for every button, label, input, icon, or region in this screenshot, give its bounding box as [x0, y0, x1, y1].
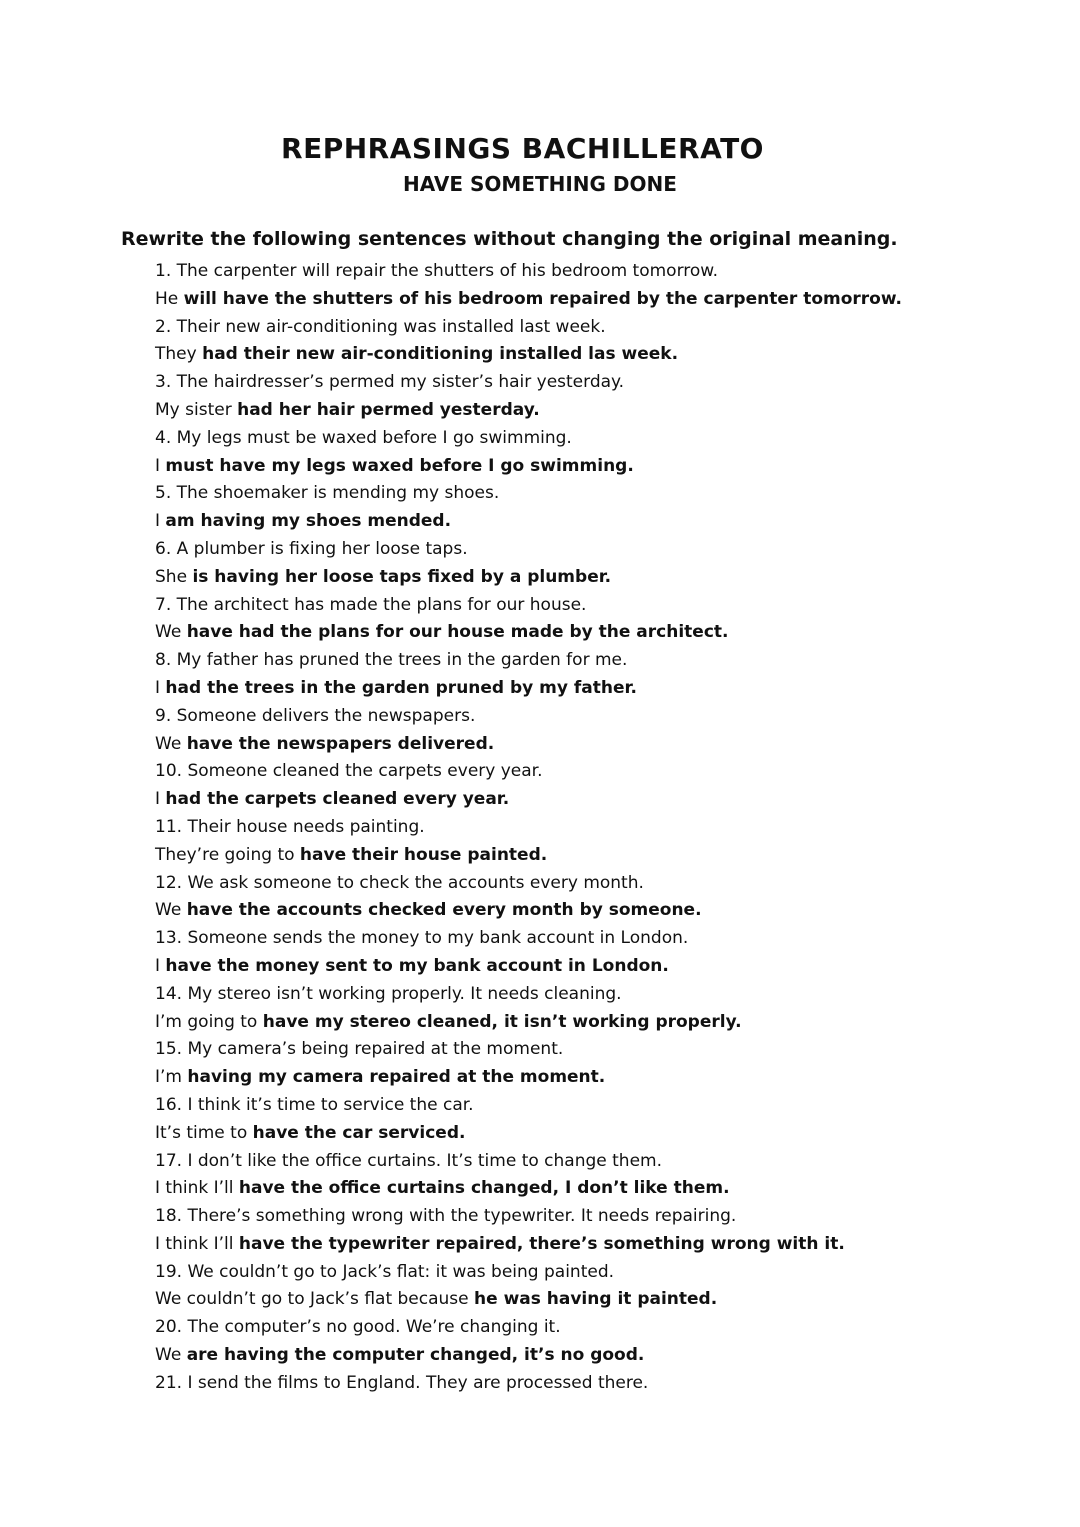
exercise-question: 2. Their new air-conditioning was installed last week.	[155, 316, 606, 337]
page-title: REPHRASINGS BACHILLERATO	[281, 132, 764, 165]
answer-lead-text: We	[155, 1345, 187, 1366]
exercise-list	[155, 258, 902, 1398]
exercise-answer	[155, 1286, 902, 1314]
answer-rephrased-text: had the carpets cleaned every year.	[165, 789, 510, 810]
exercise-item	[155, 1148, 902, 1204]
exercise-question: 12. We ask someone to check the accounts every month.	[155, 872, 644, 893]
exercise-answer	[155, 1175, 902, 1203]
answer-rephrased-text: have my stereo cleaned, it isn’t working properly.	[262, 1011, 742, 1032]
answer-rephrased-text: have the newspapers delivered.	[186, 733, 495, 754]
answer-rephrased-text: had the trees in the garden pruned by my father.	[165, 677, 637, 698]
answer-lead-text: She	[155, 566, 193, 587]
answer-lead-text: We	[155, 622, 187, 643]
exercise-item	[155, 258, 902, 314]
exercise-item	[155, 925, 902, 981]
answer-lead-text: It’s time to	[155, 1122, 253, 1143]
answer-rephrased-text: having my camera repaired at the moment.	[187, 1067, 606, 1088]
answer-lead-text: I think I’ll	[155, 1178, 239, 1199]
answer-rephrased-text: have the accounts checked every month by someone.	[186, 900, 702, 921]
exercise-question: 15. My camera’s being repaired at the moment.	[155, 1039, 564, 1060]
answer-rephrased-text: he was having it painted.	[474, 1289, 718, 1310]
answer-rephrased-text: is having her loose taps fixed by a plumber.	[192, 566, 612, 587]
answer-rephrased-text: have the office curtains changed, I don’t like them.	[238, 1178, 730, 1199]
exercise-question: 7. The architect has made the plans for our house.	[155, 594, 587, 615]
exercise-item	[155, 758, 902, 814]
exercise-question: 6. A plumber is fixing her loose taps.	[155, 538, 468, 559]
answer-rephrased-text: will have the shutters of his bedroom repaired by the carpenter tomorrow.	[183, 288, 902, 309]
exercise-question: 1. The carpenter will repair the shutters of his bedroom tomorrow.	[155, 261, 719, 281]
answer-lead-text: We	[155, 900, 187, 921]
answer-lead-text: I	[155, 789, 166, 810]
exercise-item	[155, 703, 902, 759]
exercise-answer	[155, 286, 902, 314]
exercise-question: 21. I send the films to England. They are processed there.	[155, 1372, 649, 1393]
exercise-item	[155, 480, 902, 536]
exercise-answer	[155, 508, 902, 536]
instruction-text: Rewrite the following sentences without changing the original meaning.	[121, 228, 898, 250]
answer-lead-text: I’m going to	[155, 1011, 263, 1032]
exercise-question: 5. The shoemaker is mending my shoes.	[155, 483, 500, 504]
exercise-item	[155, 1203, 902, 1259]
answer-rephrased-text: had their new air-conditioning installed las week.	[202, 344, 679, 365]
answer-rephrased-text: must have my legs waxed before I go swimming.	[165, 455, 634, 476]
exercise-question: 3. The hairdresser’s permed my sister’s hair yesterday.	[155, 372, 625, 393]
exercise-answer	[155, 1231, 902, 1259]
exercise-question: 11. Their house needs painting.	[155, 816, 425, 837]
exercise-question: 9. Someone delivers the newspapers.	[155, 705, 476, 726]
exercise-item	[155, 1036, 902, 1092]
exercise-answer	[155, 731, 902, 759]
exercise-answer	[155, 1009, 902, 1037]
answer-rephrased-text: have the car serviced.	[252, 1122, 466, 1143]
exercise-answer	[155, 1120, 902, 1148]
exercise-item	[155, 870, 902, 926]
answer-lead-text: They	[155, 344, 203, 365]
exercise-answer	[155, 786, 902, 814]
exercise-item	[155, 592, 902, 648]
exercise-item	[155, 314, 902, 370]
answer-rephrased-text: have the typewriter repaired, there’s something wrong with it.	[238, 1233, 845, 1254]
exercise-item	[155, 1092, 902, 1148]
answer-lead-text: We couldn’t go to Jack’s flat because	[155, 1289, 475, 1310]
exercise-answer	[155, 842, 902, 870]
exercise-item	[155, 1259, 902, 1315]
exercise-item	[155, 647, 902, 703]
exercise-answer	[155, 564, 902, 592]
answer-lead-text: I’m	[155, 1067, 188, 1088]
exercise-question: 4. My legs must be waxed before I go swimming.	[155, 427, 572, 448]
answer-rephrased-text: have their house painted.	[299, 844, 548, 865]
exercise-answer	[155, 619, 902, 647]
exercise-question: 19. We couldn’t go to Jack’s flat: it was being painted.	[155, 1261, 615, 1282]
answer-lead-text: I	[155, 955, 166, 976]
exercise-item	[155, 814, 902, 870]
exercise-answer	[155, 675, 902, 703]
exercise-answer	[155, 897, 902, 925]
answer-lead-text: We	[155, 733, 187, 754]
answer-lead-text: They’re going to	[155, 844, 300, 865]
exercise-question: 20. The computer’s no good. We’re changing it.	[155, 1317, 561, 1338]
exercise-answer	[155, 953, 902, 981]
answer-rephrased-text: are having the computer changed, it’s no good.	[186, 1345, 645, 1366]
exercise-item	[155, 369, 902, 425]
answer-lead-text: I	[155, 455, 166, 476]
answer-rephrased-text: have the money sent to my bank account in London.	[165, 955, 669, 976]
exercise-question: 14. My stereo isn’t working properly. It needs cleaning.	[155, 983, 622, 1004]
answer-lead-text: I	[155, 511, 166, 532]
answer-lead-text: He	[155, 288, 184, 309]
exercise-item	[155, 1370, 902, 1398]
exercise-question: 16. I think it’s time to service the car.	[155, 1094, 474, 1115]
exercise-answer	[155, 453, 902, 481]
exercise-item	[155, 981, 902, 1037]
exercise-answer	[155, 341, 902, 369]
exercise-question: 18. There’s something wrong with the typewriter. It needs repairing.	[155, 1206, 737, 1227]
page-subtitle: HAVE SOMETHING DONE	[403, 172, 677, 196]
answer-rephrased-text: am having my shoes mended.	[165, 511, 452, 532]
exercise-answer	[155, 1064, 902, 1092]
exercise-answer	[155, 1342, 902, 1370]
exercise-item	[155, 1314, 902, 1370]
answer-lead-text: I think I’ll	[155, 1233, 239, 1254]
answer-rephrased-text: have had the plans for our house made by the architect.	[186, 622, 729, 643]
exercise-question: 10. Someone cleaned the carpets every year.	[155, 761, 543, 782]
answer-lead-text: I	[155, 677, 166, 698]
exercise-item	[155, 425, 902, 481]
exercise-question: 13. Someone sends the money to my bank account in London.	[155, 928, 689, 949]
answer-lead-text: My sister	[155, 399, 238, 420]
exercise-item	[155, 536, 902, 592]
exercise-question: 17. I don’t like the office curtains. It’s time to change them.	[155, 1150, 663, 1171]
exercise-answer	[155, 397, 902, 425]
exercise-question: 8. My father has pruned the trees in the garden for me.	[155, 650, 628, 671]
answer-rephrased-text: had her hair permed yesterday.	[237, 399, 540, 420]
